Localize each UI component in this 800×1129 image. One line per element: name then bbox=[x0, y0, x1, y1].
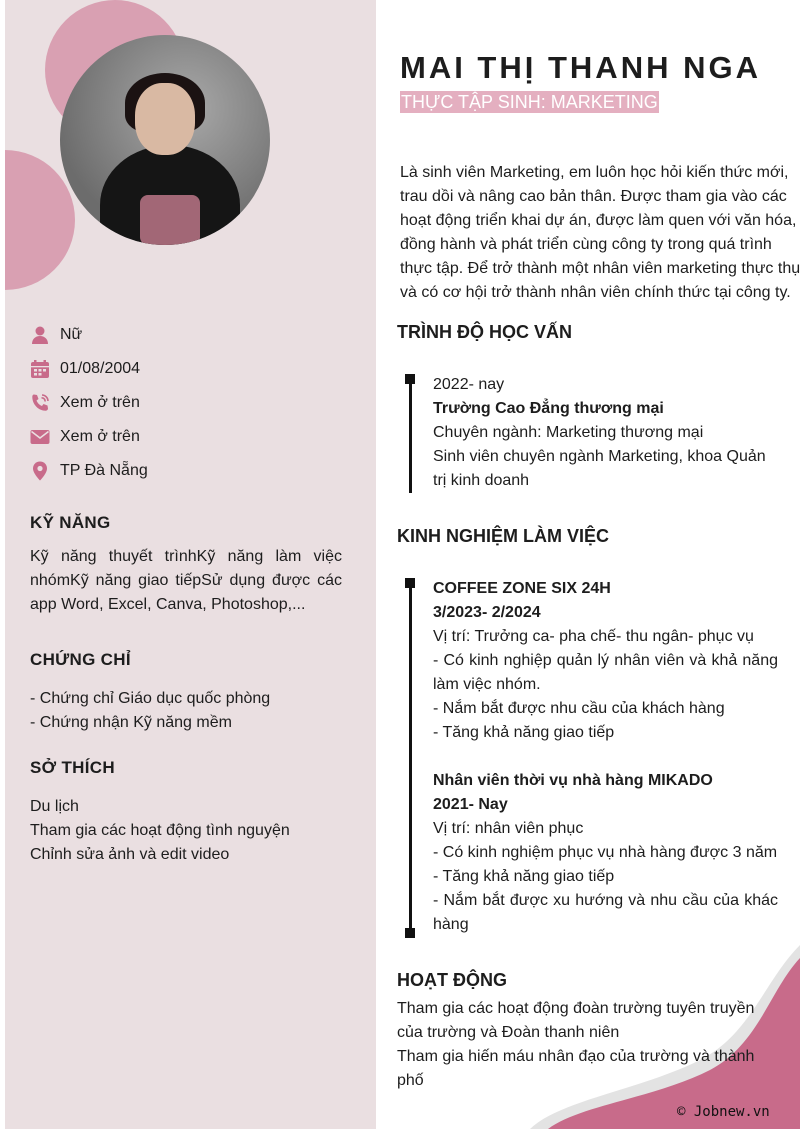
education-heading: TRÌNH ĐỘ HỌC VẤN bbox=[397, 322, 572, 342]
education-period: 2022- nay bbox=[433, 376, 505, 393]
phone-text: Xem ở trên bbox=[60, 394, 140, 411]
contact-list bbox=[30, 318, 148, 488]
summary-line: thực tập. Để trở thành một nhân viên marketing thực thụ bbox=[400, 260, 800, 277]
gender-text: Nữ bbox=[60, 326, 83, 343]
hobbies-list bbox=[30, 795, 342, 867]
certificates-heading: CHỨNG CHỈ bbox=[30, 650, 131, 669]
skills-text: Kỹ năng thuyết trìnhKỹ năng làm việc nhómKỹ năng giao tiếpSử dụng được các app Word, Excel, Canva, Photoshop,... bbox=[30, 548, 342, 613]
birthday-text: 01/08/2004 bbox=[60, 360, 141, 377]
experience-heading: KINH NGHIỆM LÀM VIỆC bbox=[397, 526, 610, 546]
job-detail: - Có kinh nghiệp quản lý nhân viên và khả năng làm việc nhóm. bbox=[433, 652, 778, 693]
timeline-marker bbox=[405, 928, 415, 938]
gender-row bbox=[30, 318, 148, 352]
email-text: Xem ở trên bbox=[60, 428, 140, 445]
job-detail: - Tăng khả năng giao tiếp bbox=[433, 724, 615, 741]
education-major: Chuyên ngành: Marketing thương mại bbox=[433, 424, 704, 441]
phone-row bbox=[30, 386, 148, 420]
job-entry bbox=[433, 769, 778, 937]
summary-line: và có cơ hội trở thành nhân viên chính thức tại công ty. bbox=[400, 284, 791, 301]
job-detail: - Tăng khả năng giao tiếp bbox=[433, 868, 615, 885]
job-company: Nhân viên thời vụ nhà hàng MIKADO bbox=[433, 772, 713, 789]
list-item: Chỉnh sửa ảnh và edit video bbox=[30, 846, 230, 863]
birthday-row bbox=[30, 352, 148, 386]
summary-line: trau dồi và nâng cao bản thân. Được tham gia vào các bbox=[400, 188, 787, 205]
summary-line: đồng hành và phát triển cùng công ty trong quá trình bbox=[400, 236, 772, 253]
education-school: Trường Cao Đẳng thương mại bbox=[433, 400, 664, 417]
summary-line: hoạt động triển khai dự án, được làm quen với văn hóa, bbox=[400, 212, 797, 229]
candidate-role: THỰC TẬP SINH: MARKETING bbox=[401, 92, 658, 112]
education-desc: Sinh viên chuyên ngành Marketing, khoa Quản trị kinh doanh bbox=[433, 448, 766, 489]
location-pin-icon bbox=[30, 461, 50, 481]
profile-photo bbox=[60, 35, 270, 245]
timeline-line bbox=[409, 580, 412, 935]
calendar-icon bbox=[30, 359, 50, 379]
job-entry bbox=[433, 577, 778, 745]
summary bbox=[400, 161, 800, 305]
hobbies-heading: SỞ THÍCH bbox=[30, 758, 115, 777]
timeline-line bbox=[409, 376, 412, 493]
job-position: Vị trí: nhân viên phục bbox=[433, 820, 584, 837]
list-item: Tham gia hiến máu nhân đạo của trường và thành phố bbox=[397, 1048, 755, 1089]
person-icon bbox=[30, 325, 50, 345]
activities-heading: HOẠT ĐỘNG bbox=[397, 970, 507, 990]
address-row bbox=[30, 454, 148, 488]
job-position: Vị trí: Trưởng ca- pha chế- thu ngân- phục vụ bbox=[433, 628, 754, 645]
email-row bbox=[30, 420, 148, 454]
sidebar bbox=[5, 0, 376, 1129]
list-item: Tham gia các hoạt động tình nguyện bbox=[30, 822, 290, 839]
summary-line: Là sinh viên Marketing, em luôn học hỏi kiến thức mới, bbox=[400, 164, 789, 181]
mail-icon bbox=[30, 427, 50, 447]
job-period: 3/2023- 2/2024 bbox=[433, 604, 541, 621]
list-item: Du lịch bbox=[30, 798, 79, 815]
list-item: - Chứng nhận Kỹ năng mềm bbox=[30, 714, 232, 731]
certificates-list bbox=[30, 687, 342, 735]
copyright-text: © Jobnew.vn bbox=[677, 1104, 770, 1120]
education-entry bbox=[433, 373, 778, 493]
job-detail: - Có kinh nghiệm phục vụ nhà hàng được 3 năm bbox=[433, 844, 778, 861]
list-item: - Chứng chỉ Giáo dục quốc phòng bbox=[30, 690, 271, 707]
candidate-name: MAI THỊ THANH NGA bbox=[400, 50, 761, 85]
activities-list bbox=[397, 997, 767, 1093]
skills-heading: KỸ NĂNG bbox=[30, 513, 111, 532]
address-text: TP Đà Nẵng bbox=[60, 462, 148, 479]
job-detail: - Nắm bắt được nhu cầu của khách hàng bbox=[433, 700, 725, 717]
job-detail: - Nắm bắt được xu hướng và nhu cầu của khác hàng bbox=[433, 892, 778, 933]
phone-icon bbox=[30, 393, 50, 413]
job-period: 2021- Nay bbox=[433, 796, 508, 813]
job-company: COFFEE ZONE SIX 24H bbox=[433, 580, 611, 597]
list-item: Tham gia các hoạt động đoàn trường tuyên truyền của trường và Đoàn thanh niên bbox=[397, 1000, 755, 1041]
